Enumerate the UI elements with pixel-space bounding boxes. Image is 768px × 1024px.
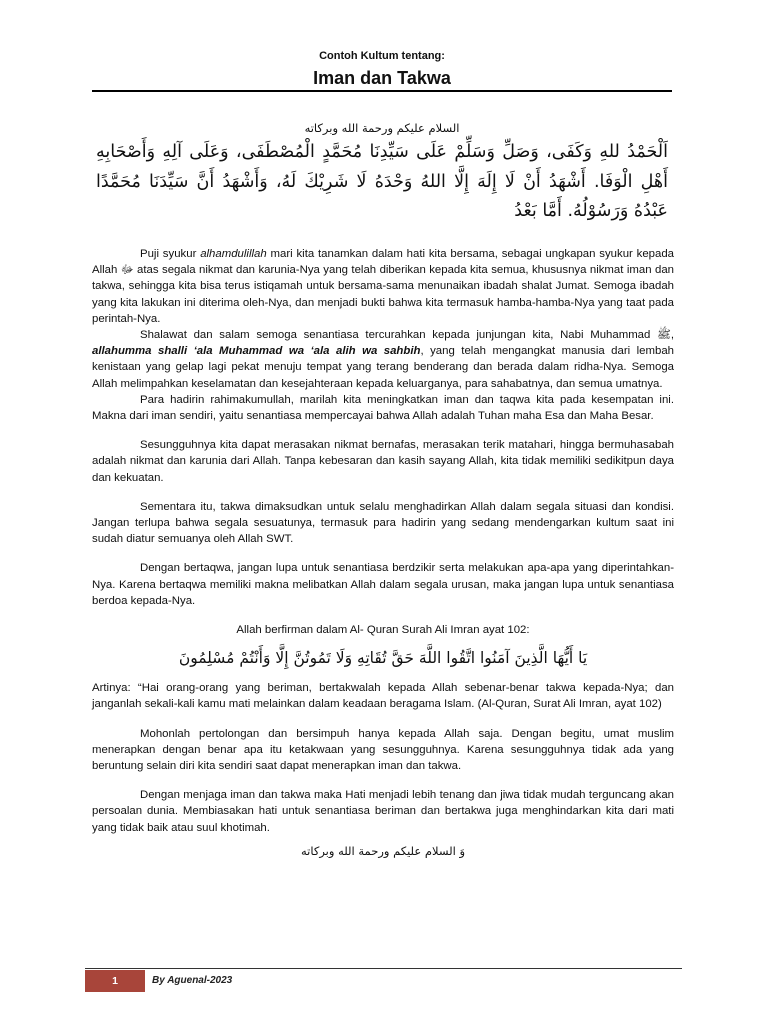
- ayat-intro: Allah berfirman dalam Al- Quran Surah Ali Imran ayat 102:: [236, 624, 530, 637]
- opening-salam: السلام عليكم ورحمة الله وبركاته: [304, 121, 460, 135]
- paragraph-6: Dengan bertaqwa, jangan lupa untuk senantiasa berdzikir serta melakukan apa-apa yang diperintahkan-Nya. Karena bertaqwa memiliki makna melibatkan Allah dalam segala urusan, maka jangan lupa untuk senantiasa berdoa kepada-Nya.: [92, 562, 674, 607]
- paragraph-5: Sementara itu, takwa dimaksudkan untuk selalu menghadirkan Allah dalam segala situasi dan kondisi. Jangan terlupa bahwa segala sesuatunya, termasuk para hadirin yang sedang mendengarkan kultum saat ini sudah diatur semuanya oleh Allah SWT.: [92, 500, 674, 546]
- page-number: 1: [85, 970, 145, 992]
- footer-author: By Aguenal-2023: [152, 975, 233, 986]
- ayat-translation: Artinya: “Hai orang-orang yang beriman, bertakwalah kepada Allah sebenar-benar takwa kepada-Nya; dan janganlah sekali-kali kamu mati melainkan dalam keadaan beragama Islam. (Al-Quran, Surat Ali Imran, ayat 102): [92, 682, 674, 711]
- paragraph-1: [92, 246, 674, 327]
- paragraph-7: Mohonlah pertolongan dan bersimpuh hanya kepada Allah saja. Dengan begitu, umat muslim menerapkan dengan benar apa itu ketakwaan yang sesungguhnya. Karena sesungguhnya tidak ada yang beruntung selain diri kita sendiri saat dapat menerapkan iman dan takwa.: [92, 727, 674, 773]
- paragraph-3: Para hadirin rahimakumullah, marilah kita meningkatkan iman dan taqwa kita pada kesempatan ini. Makna dari iman sendiri, yaitu senantiasa mempercayai bahwa Allah adalah Tuhan maha Esa dan Maha Besar.: [92, 393, 674, 423]
- paragraph-1-start: Puji syukur: [140, 248, 201, 260]
- paragraph-4: Sesungguhnya kita dapat merasakan nikmat bernafas, merasakan terik matahari, hingga bermuhasabah adalah nikmat dan karunia dari Allah. Tanpa kebesaran dan kasih sayang Allah, kita tidak memiliki sedikitpun daya dan kekuatan.: [92, 439, 674, 484]
- document-header: [92, 48, 672, 90]
- paragraph-2: [92, 327, 674, 392]
- ayat-arabic: يَا أَيُّهَا الَّذِينَ آمَنُوا اتَّقُوا اللَّهَ حَقَّ تُقَاتِهِ وَلَا تَمُوتُنَّ إِلَّا وَأَنْتُمْ مُسْلِمُونَ: [178, 649, 588, 668]
- paragraph-2-rest: , yang telah mengangkat manusia dari lembah kenistaan yang gelap lagi pekat menuju tempat yang terang benderang dan berada dalam ridha-Nya. Semoga Allah melimpahkan keselamatan dan kesejahteraan kepada keluarganya, para sahabatnya, dan semua umatnya.: [92, 345, 675, 390]
- paragraph-2-start: Shalawat dan salam semoga senantiasa tercurahkan kepada junjungan kita, Nabi Muhammad ﷺ,: [140, 329, 674, 342]
- paragraph-1-rest: mari kita tanamkan dalam hati kita bersama, sebagai ungkapan syukur kepada Allah ﷻ atas segala nikmat dan karunia-Nya yang telah diberikan kepada kita semua, khususnya nikmat iman dan takwa, sehingga kita bisa terus istiqamah untuk bersama-sama menunaikan ibadah shalat Jumat. Semoga ibadah yang kita lakukan ini diterima oleh-Nya, dan menjadi bukti bahwa kita termasuk hamba-hamba-Nya yang taat pada perintah-Nya.: [92, 248, 675, 325]
- document-body: [92, 246, 674, 860]
- paragraph-8: Dengan menjaga iman dan takwa maka Hati menjadi lebih tenang dan jiwa tidak mudah terguncang akan persoalan dunia. Membiasakan hati untuk senantiasa beriman dan bertakwa juga menghindarkan kita dari mati yang tidak baik atau suul khotimah.: [92, 789, 674, 834]
- opening-doa: اَلْحَمْدُ للهِ وَكَفَى، وَصَلِّ وَسَلِّمْ عَلَى سَيِّدِنَا مُحَمَّدٍ الْمُصْطَفَى، وَعَلَى آلِهِ وَأَصْحَابِهِ أَهْلِ الْوَفَا. أَشْهَدُ أَنْ لَا إِلَهَ إِلَّا اللهُ وَحْدَهُ لَا شَرِيْكَ لَهُ، وَأَشْهَدُ أَنَّ سَيِّدَنَا مُحَمَّدًا عَبْدُهُ وَرَسُوْلُهُ. أَمَّا بَعْدُ: [96, 142, 668, 221]
- document-title: Iman dan Takwa: [313, 68, 451, 88]
- footer-divider: [85, 968, 682, 969]
- header-divider: [92, 90, 672, 92]
- closing-salam: وَ السلام عليكم ورحمة الله وبركاته: [300, 843, 466, 858]
- paragraph-2-emphasis: allahumma shalli ‘ala Muhammad wa ‘ala alih wa sahbih: [92, 345, 421, 358]
- paragraph-1-emphasis: alhamdulillah: [200, 248, 267, 260]
- document-subtitle: Contoh Kultum tentang:: [319, 50, 445, 62]
